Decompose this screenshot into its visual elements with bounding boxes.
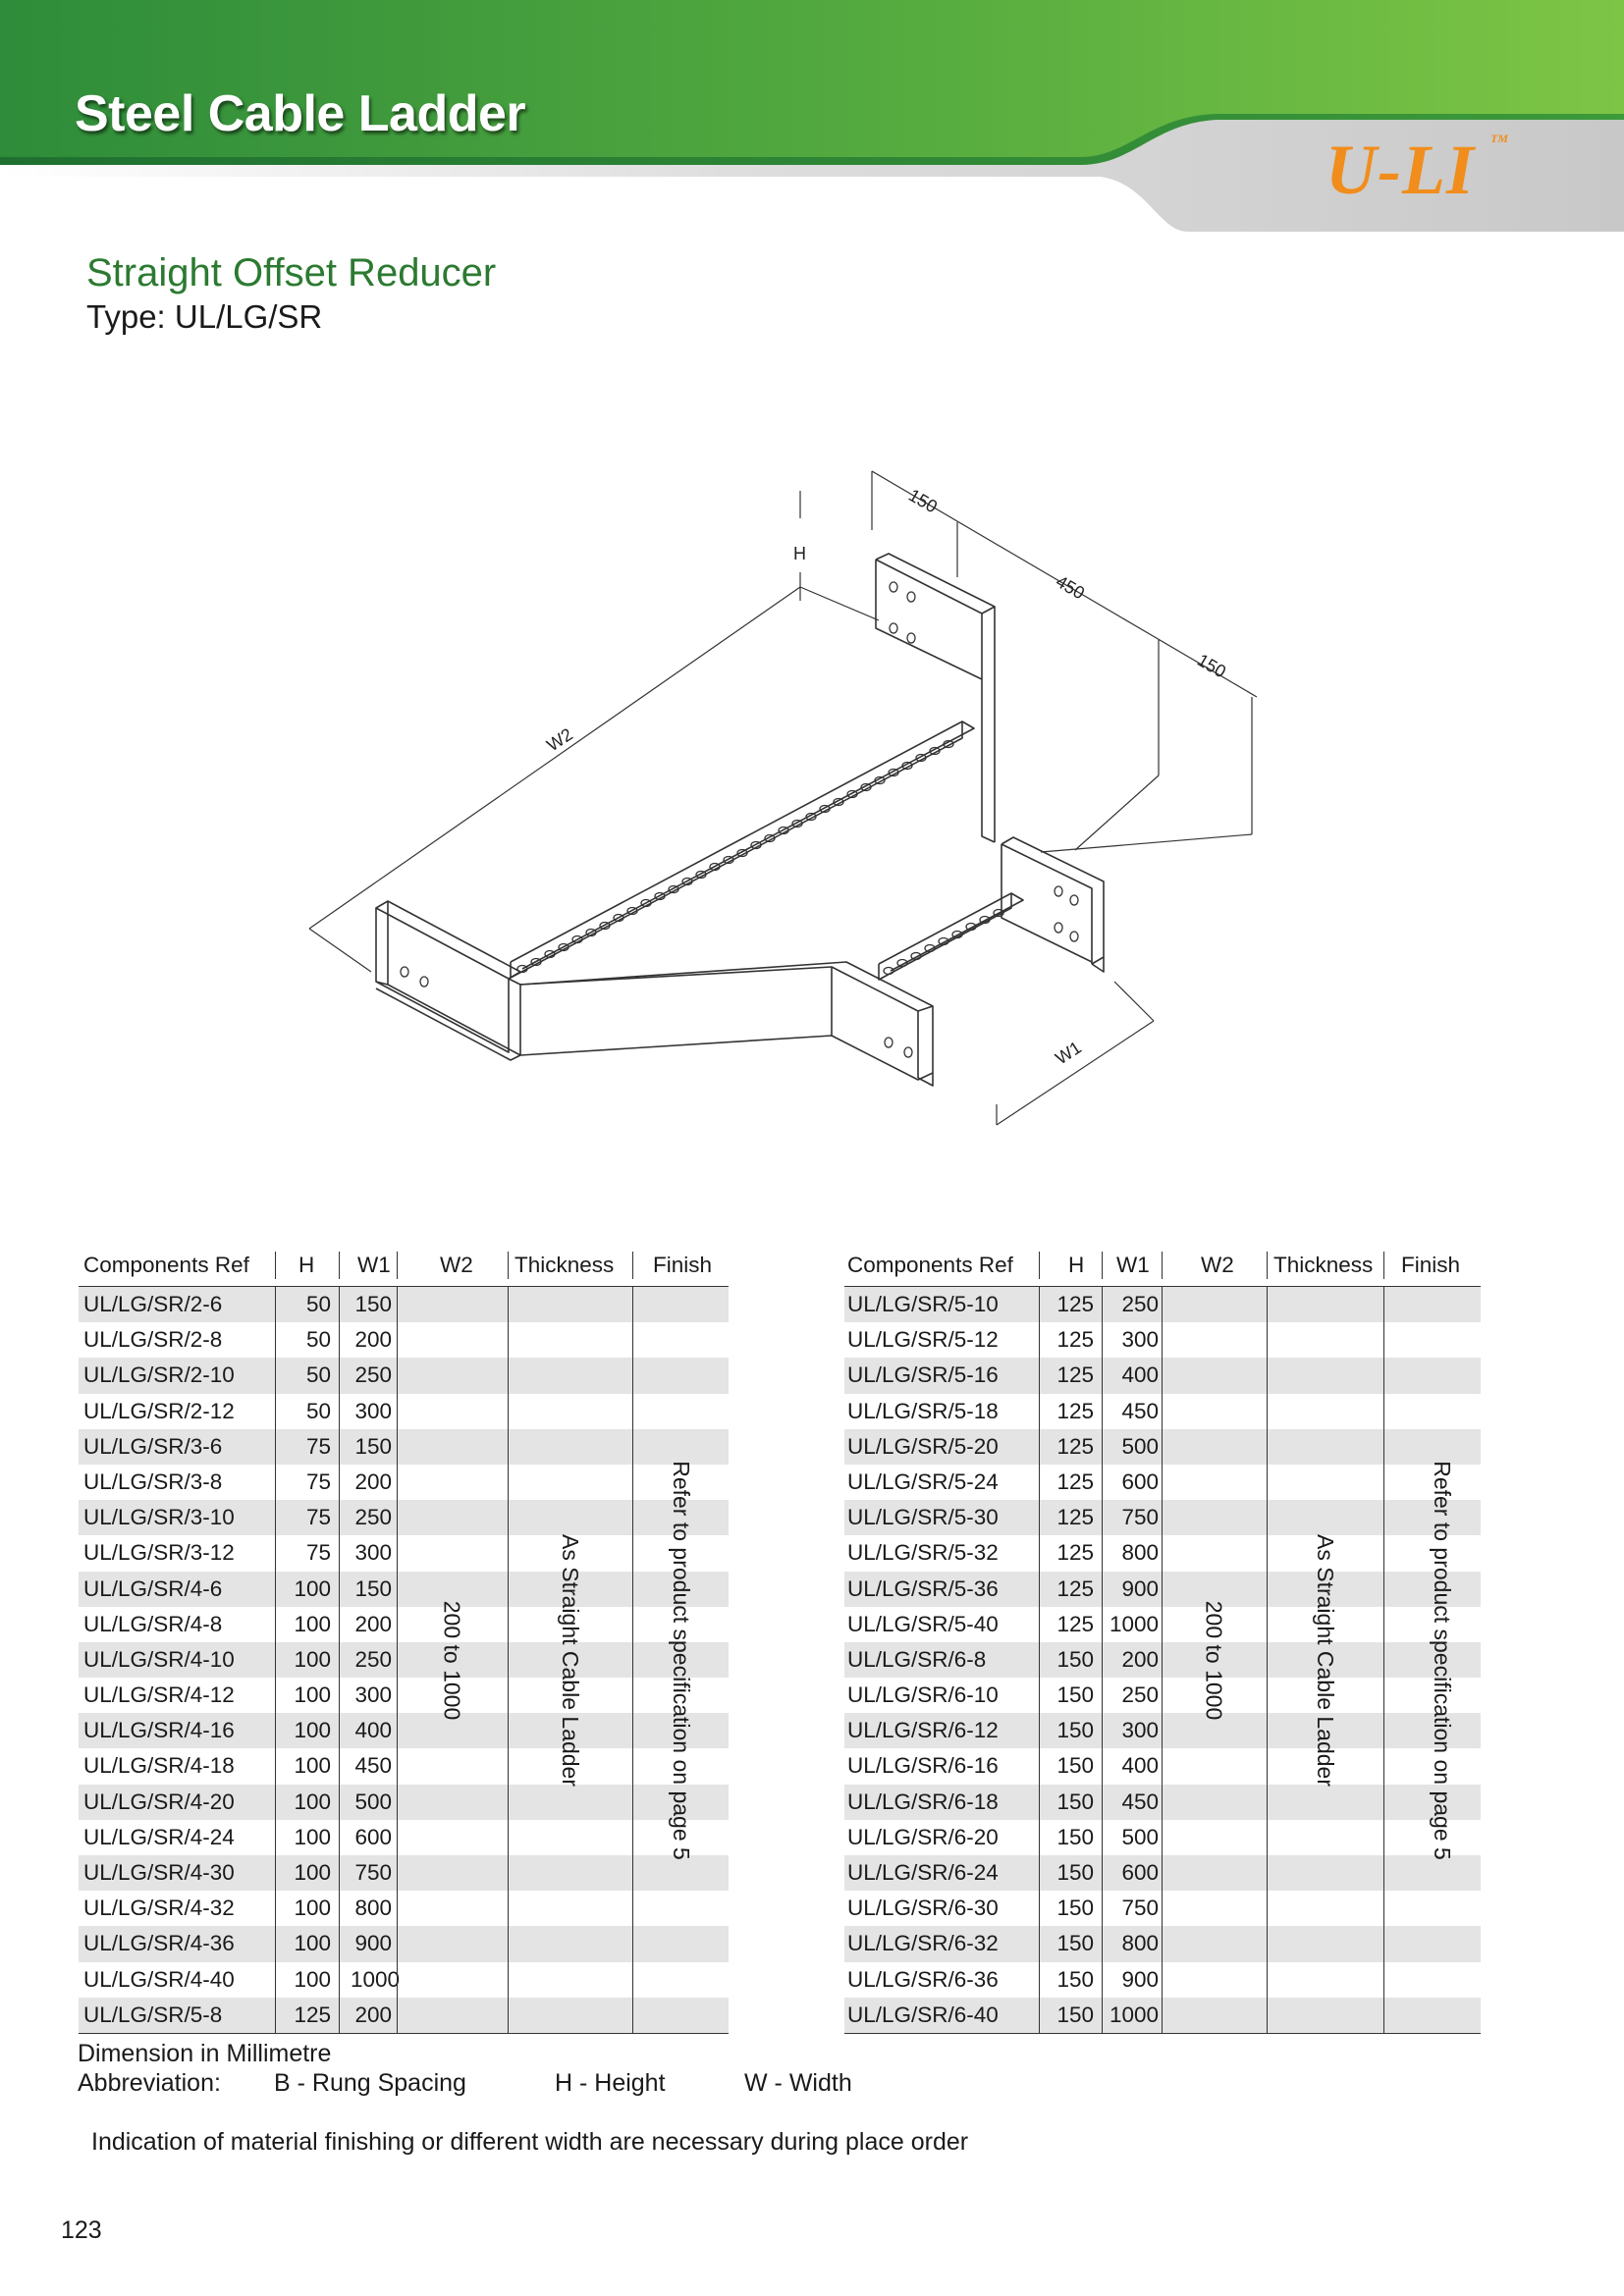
cell-w1: 400: [354, 1718, 392, 1743]
offset-reducer-drawing: [295, 461, 1276, 1148]
cell-h: 125: [1056, 1292, 1094, 1316]
column-divider: [339, 1287, 340, 2033]
cell-components-ref: UL/LG/SR/2-6: [83, 1292, 223, 1316]
table-row: [79, 1962, 729, 1998]
cell-components-ref: UL/LG/SR/6-40: [847, 2002, 999, 2027]
table-header: [844, 1245, 1481, 1287]
table-row: [844, 1998, 1481, 2033]
cell-w1: 400: [1121, 1753, 1159, 1779]
header-divider: [508, 1252, 509, 1279]
table-row: [844, 1891, 1481, 1926]
cell-w1: 500: [354, 1789, 392, 1814]
header-divider: [339, 1252, 340, 1279]
cell-components-ref: UL/LG/SR/4-20: [83, 1789, 235, 1814]
column-divider: [508, 1287, 509, 2033]
table-row: [79, 1785, 729, 1820]
dimension-note: Dimension in Millimetre: [78, 2040, 332, 2067]
merged-thickness-value: As Straight Cable Ladder: [557, 1533, 583, 1787]
cell-components-ref: UL/LG/SR/5-40: [847, 1611, 999, 1636]
cell-h: 150: [1056, 1860, 1094, 1885]
cell-w1: 500: [1121, 1433, 1159, 1459]
cell-h: 100: [294, 1646, 331, 1672]
dim-150-right: 150: [1194, 650, 1230, 682]
cell-components-ref: UL/LG/SR/4-16: [83, 1718, 235, 1743]
cell-w1: 1000: [1109, 1611, 1159, 1636]
cell-components-ref: UL/LG/SR/6-16: [847, 1753, 999, 1779]
header-divider: [1383, 1252, 1384, 1279]
cell-h: 100: [294, 1931, 331, 1956]
column-divider: [1039, 1287, 1040, 2033]
cell-h: 100: [294, 1753, 331, 1779]
table-row: [79, 1465, 729, 1500]
brand-logo: U-LI: [1326, 131, 1475, 209]
header-divider: [1267, 1252, 1268, 1279]
header-thickness: Thickness: [1273, 1253, 1374, 1277]
table-body: [79, 1287, 729, 2033]
cell-h: 125: [1056, 1468, 1094, 1494]
table-row: [79, 1820, 729, 1855]
cell-components-ref: UL/LG/SR/4-32: [83, 1896, 235, 1921]
merged-w2-value: 200 to 1000: [439, 1600, 465, 1720]
cell-w1: 500: [1121, 1824, 1159, 1849]
cell-w1: 1000: [351, 1966, 401, 1992]
cell-components-ref: UL/LG/SR/4-24: [83, 1824, 235, 1849]
merged-w2-value: 200 to 1000: [1201, 1600, 1227, 1720]
cell-h: 125: [1056, 1611, 1094, 1636]
cell-components-ref: UL/LG/SR/6-10: [847, 1682, 999, 1708]
dim-height: H: [793, 544, 806, 563]
cell-w1: 900: [354, 1931, 392, 1956]
dim-450: 450: [1053, 571, 1089, 604]
table-row: [844, 1926, 1481, 1961]
header-finish: Finish: [1401, 1253, 1461, 1277]
header-divider: [275, 1252, 276, 1279]
table-row: [79, 1394, 729, 1429]
abbreviation-height: H - Height: [555, 2069, 666, 2097]
cell-h: 100: [294, 1789, 331, 1814]
table-row: [844, 1322, 1481, 1358]
cell-components-ref: UL/LG/SR/4-18: [83, 1753, 235, 1779]
product-title: Straight Offset Reducer: [86, 251, 497, 294]
cell-h: 75: [305, 1540, 331, 1566]
cell-h: 100: [294, 1966, 331, 1992]
table-row: [79, 1748, 729, 1784]
cell-w1: 250: [1121, 1682, 1159, 1708]
header-w1: W1: [1116, 1253, 1150, 1277]
cell-h: 150: [1056, 1789, 1094, 1814]
dim-w2: W2: [543, 723, 576, 756]
cell-w1: 200: [354, 2002, 392, 2027]
header-divider: [1162, 1252, 1163, 1279]
table-row: [844, 1642, 1481, 1678]
abbreviation-label: Abbreviation:: [78, 2069, 221, 2097]
column-divider: [1267, 1287, 1268, 2033]
cell-h: 100: [294, 1896, 331, 1921]
cell-h: 75: [305, 1433, 331, 1459]
cell-w1: 300: [354, 1398, 392, 1423]
order-note: Indication of material finishing or different width are necessary during place order: [91, 2128, 969, 2156]
cell-components-ref: UL/LG/SR/6-8: [847, 1646, 987, 1672]
header-finish: Finish: [653, 1253, 713, 1277]
table-row: [79, 1678, 729, 1713]
cell-h: 150: [1056, 1753, 1094, 1779]
cell-h: 50: [305, 1292, 331, 1316]
merged-finish-value: Refer to product specification on page 5: [1429, 1460, 1455, 1860]
merged-finish-value: Refer to product specification on page 5: [668, 1460, 694, 1860]
cell-w1: 600: [1121, 1860, 1159, 1885]
cell-h: 125: [1056, 1540, 1094, 1566]
table-body: [844, 1287, 1481, 2033]
table-row: [79, 1572, 729, 1607]
cell-w1: 900: [1121, 1966, 1159, 1992]
cell-h: 75: [305, 1468, 331, 1494]
cell-w1: 1000: [1109, 2002, 1159, 2027]
cell-components-ref: UL/LG/SR/3-12: [83, 1540, 235, 1566]
cell-components-ref: UL/LG/SR/5-10: [847, 1292, 999, 1316]
cell-components-ref: UL/LG/SR/3-6: [83, 1433, 223, 1459]
cell-w1: 750: [1121, 1896, 1159, 1921]
table-row: [844, 1607, 1481, 1642]
cell-components-ref: UL/LG/SR/2-12: [83, 1398, 235, 1423]
cell-w1: 450: [354, 1753, 392, 1779]
header-components-ref: Components Ref: [83, 1253, 249, 1277]
cell-w1: 250: [354, 1505, 392, 1530]
cell-w1: 150: [354, 1575, 392, 1601]
cell-w1: 200: [354, 1468, 392, 1494]
table-row: [844, 1785, 1481, 1820]
cell-w1: 750: [1121, 1505, 1159, 1530]
product-type: Type: UL/LG/SR: [86, 298, 323, 335]
table-row: [79, 1855, 729, 1891]
cell-w1: 750: [354, 1860, 392, 1885]
table-row: [844, 1535, 1481, 1571]
cell-h: 50: [305, 1398, 331, 1423]
cell-h: 125: [1056, 1327, 1094, 1353]
cell-w1: 800: [1121, 1540, 1159, 1566]
header-w2: W2: [440, 1253, 473, 1277]
cell-h: 75: [305, 1505, 331, 1530]
cell-w1: 450: [1121, 1789, 1159, 1814]
cell-h: 125: [1056, 1575, 1094, 1601]
header-w2: W2: [1201, 1253, 1234, 1277]
header-components-ref: Components Ref: [847, 1253, 1013, 1277]
cell-h: 100: [294, 1611, 331, 1636]
cell-w1: 800: [1121, 1931, 1159, 1956]
table-row: [844, 1855, 1481, 1891]
table-row: [844, 1394, 1481, 1429]
cell-w1: 300: [354, 1682, 392, 1708]
cell-h: 100: [294, 1682, 331, 1708]
table-row: [79, 1429, 729, 1465]
table-row: [79, 1322, 729, 1358]
cell-w1: 300: [354, 1540, 392, 1566]
spec-table-left: [79, 1245, 729, 2034]
table-row: [844, 1429, 1481, 1465]
cell-components-ref: UL/LG/SR/3-8: [83, 1468, 223, 1494]
cell-h: 100: [294, 1575, 331, 1601]
cell-components-ref: UL/LG/SR/4-8: [83, 1611, 223, 1636]
cell-components-ref: UL/LG/SR/6-30: [847, 1896, 999, 1921]
cell-w1: 900: [1121, 1575, 1159, 1601]
cell-w1: 450: [1121, 1398, 1159, 1423]
cell-components-ref: UL/LG/SR/5-20: [847, 1433, 999, 1459]
column-divider: [1102, 1287, 1103, 2033]
dim-150-top: 150: [905, 485, 942, 517]
cell-components-ref: UL/LG/SR/5-36: [847, 1575, 999, 1601]
cell-components-ref: UL/LG/SR/2-8: [83, 1327, 223, 1353]
table-row: [844, 1572, 1481, 1607]
cell-components-ref: UL/LG/SR/5-18: [847, 1398, 999, 1423]
table-row: [79, 1926, 729, 1961]
merged-thickness-value: As Straight Cable Ladder: [1312, 1533, 1338, 1787]
cell-w1: 200: [1121, 1646, 1159, 1672]
cell-w1: 800: [354, 1896, 392, 1921]
cell-components-ref: UL/LG/SR/4-40: [83, 1966, 235, 1992]
cell-w1: 250: [354, 1646, 392, 1672]
cell-h: 150: [1056, 2002, 1094, 2027]
cell-w1: 600: [354, 1824, 392, 1849]
cell-components-ref: UL/LG/SR/4-30: [83, 1860, 235, 1885]
cell-components-ref: UL/LG/SR/4-12: [83, 1682, 235, 1708]
cell-w1: 150: [354, 1433, 392, 1459]
column-divider: [1383, 1287, 1384, 2033]
table-row: [844, 1962, 1481, 1998]
cell-components-ref: UL/LG/SR/4-10: [83, 1646, 235, 1672]
table-row: [79, 1642, 729, 1678]
table-row: [844, 1465, 1481, 1500]
header-h: H: [1068, 1253, 1085, 1277]
column-divider: [397, 1287, 398, 2033]
column-divider: [275, 1287, 276, 2033]
table-row: [844, 1820, 1481, 1855]
cell-w1: 250: [354, 1362, 392, 1388]
table-row: [79, 1500, 729, 1535]
table-row: [844, 1500, 1481, 1535]
cell-w1: 250: [1121, 1292, 1159, 1316]
header-divider: [1102, 1252, 1103, 1279]
header-divider: [1039, 1252, 1040, 1279]
cell-components-ref: UL/LG/SR/2-10: [83, 1362, 235, 1388]
cell-components-ref: UL/LG/SR/5-32: [847, 1540, 999, 1566]
cell-w1: 150: [354, 1292, 392, 1316]
table-bottom-rule: [844, 2033, 1481, 2034]
header-divider: [397, 1252, 398, 1279]
cell-components-ref: UL/LG/SR/5-12: [847, 1327, 999, 1353]
table-row: [844, 1713, 1481, 1748]
cell-h: 150: [1056, 1682, 1094, 1708]
cell-h: 50: [305, 1362, 331, 1388]
cell-components-ref: UL/LG/SR/6-24: [847, 1860, 999, 1885]
cell-h: 100: [294, 1860, 331, 1885]
table-bottom-rule: [79, 2033, 729, 2034]
cell-w1: 400: [1121, 1362, 1159, 1388]
cell-components-ref: UL/LG/SR/5-16: [847, 1362, 999, 1388]
cell-h: 150: [1056, 1646, 1094, 1672]
cell-components-ref: UL/LG/SR/6-32: [847, 1931, 999, 1956]
cell-h: 125: [294, 2002, 331, 2027]
cell-components-ref: UL/LG/SR/5-8: [83, 2002, 223, 2027]
header-title: Steel Cable Ladder: [75, 85, 526, 142]
table-row: [79, 1287, 729, 1322]
cell-h: 150: [1056, 1966, 1094, 1992]
brand-trademark: TM: [1490, 132, 1508, 145]
column-divider: [632, 1287, 633, 2033]
table-header: [79, 1245, 729, 1287]
cell-h: 100: [294, 1718, 331, 1743]
cell-h: 150: [1056, 1931, 1094, 1956]
cell-components-ref: UL/LG/SR/5-30: [847, 1505, 999, 1530]
cell-h: 125: [1056, 1505, 1094, 1530]
cell-h: 125: [1056, 1362, 1094, 1388]
table-row: [844, 1287, 1481, 1322]
abbreviation-width: W - Width: [744, 2069, 852, 2097]
table-row: [844, 1748, 1481, 1784]
cell-components-ref: UL/LG/SR/6-12: [847, 1718, 999, 1743]
cell-components-ref: UL/LG/SR/6-18: [847, 1789, 999, 1814]
header-h: H: [298, 1253, 315, 1277]
table-row: [844, 1358, 1481, 1393]
cell-w1: 600: [1121, 1468, 1159, 1494]
cell-h: 150: [1056, 1896, 1094, 1921]
cell-h: 100: [294, 1824, 331, 1849]
cell-h: 150: [1056, 1824, 1094, 1849]
cell-components-ref: UL/LG/SR/4-6: [83, 1575, 223, 1601]
cell-w1: 200: [354, 1611, 392, 1636]
abbreviation-rung-spacing: B - Rung Spacing: [274, 2069, 466, 2097]
table-row: [79, 1713, 729, 1748]
cell-h: 125: [1056, 1398, 1094, 1423]
cell-components-ref: UL/LG/SR/4-36: [83, 1931, 235, 1956]
header-thickness: Thickness: [514, 1253, 615, 1277]
cell-h: 125: [1056, 1433, 1094, 1459]
header-w1: W1: [357, 1253, 391, 1277]
table-row: [79, 1607, 729, 1642]
header-divider: [632, 1252, 633, 1279]
cell-components-ref: UL/LG/SR/6-20: [847, 1824, 999, 1849]
table-row: [79, 1358, 729, 1393]
cell-components-ref: UL/LG/SR/5-24: [847, 1468, 999, 1494]
table-row: [844, 1678, 1481, 1713]
column-divider: [1162, 1287, 1163, 2033]
dim-w1: W1: [1052, 1037, 1085, 1069]
cell-w1: 300: [1121, 1718, 1159, 1743]
cell-h: 50: [305, 1327, 331, 1353]
table-row: [79, 1535, 729, 1571]
page-number: 123: [61, 2216, 102, 2244]
table-row: [79, 1891, 729, 1926]
cell-components-ref: UL/LG/SR/6-36: [847, 1966, 999, 1992]
cell-w1: 300: [1121, 1327, 1159, 1353]
cell-w1: 200: [354, 1327, 392, 1353]
table-row: [79, 1998, 729, 2033]
spec-table-right: [844, 1245, 1481, 2034]
cell-h: 150: [1056, 1718, 1094, 1743]
cell-components-ref: UL/LG/SR/3-10: [83, 1505, 235, 1530]
